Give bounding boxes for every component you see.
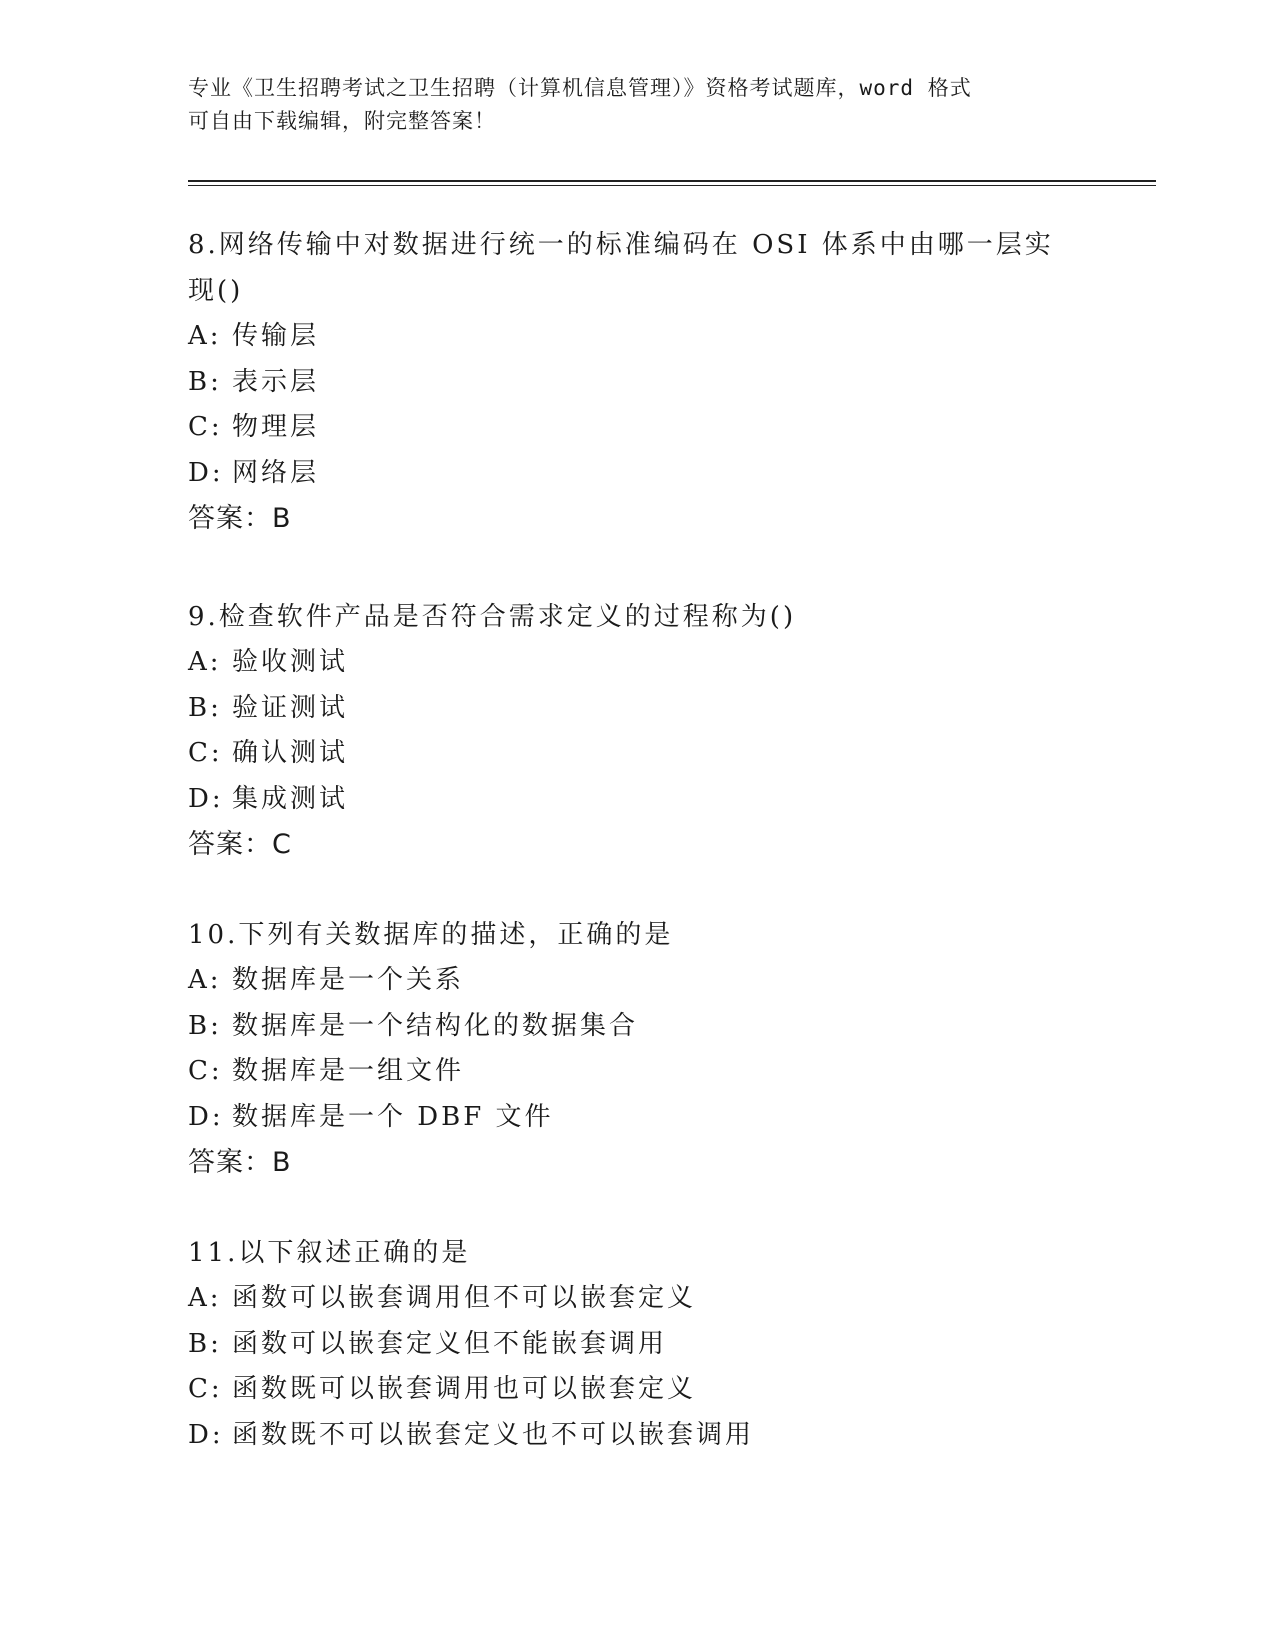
header-divider-thick bbox=[188, 180, 1156, 182]
option-text: 函数可以嵌套调用但不可以嵌套定义 bbox=[232, 1283, 697, 1313]
answer-line: 答案：C bbox=[188, 829, 292, 860]
option-text: 确认测试 bbox=[232, 738, 349, 768]
option-key: A: bbox=[188, 321, 222, 351]
option-d bbox=[188, 777, 1068, 823]
option-key: B: bbox=[188, 1328, 222, 1359]
option-text: 数据库是一个关系 bbox=[232, 965, 465, 995]
option-text: 数据库是一组文件 bbox=[232, 1056, 465, 1086]
option-c bbox=[188, 1049, 1068, 1095]
option-key: A: bbox=[188, 965, 222, 995]
option-key: A: bbox=[188, 647, 222, 677]
option-key: D: bbox=[188, 1101, 224, 1132]
option-a bbox=[188, 1276, 1068, 1322]
option-text: 函数既不可以嵌套定义也不可以嵌套调用 bbox=[232, 1419, 755, 1450]
option-text: 数据库是一个结构化的数据集合 bbox=[232, 1010, 639, 1041]
option-a bbox=[188, 958, 1068, 1004]
option-c bbox=[188, 731, 1068, 777]
question-stem: 9.检查软件产品是否符合需求定义的过程称为() bbox=[188, 602, 797, 632]
option-key: D: bbox=[188, 783, 224, 814]
option-text: 表示层 bbox=[232, 366, 320, 397]
option-c bbox=[188, 405, 1068, 451]
question-10 bbox=[188, 912, 1068, 1186]
option-key: B: bbox=[188, 692, 222, 723]
option-text: 网络层 bbox=[232, 457, 320, 488]
option-text: 集成测试 bbox=[232, 783, 349, 814]
question-stem: 8.网络传输中对数据进行统一的标准编码在 OSI 体系中由哪一层实现() bbox=[188, 230, 1054, 306]
option-key: B: bbox=[188, 1010, 222, 1041]
document-header bbox=[188, 72, 1088, 138]
question-9 bbox=[188, 594, 1068, 868]
option-c bbox=[188, 1367, 1068, 1413]
option-b bbox=[188, 1322, 1068, 1368]
question-8 bbox=[188, 222, 1068, 542]
option-key: C: bbox=[188, 1056, 223, 1086]
answer-line: 答案：B bbox=[188, 503, 292, 534]
option-key: D: bbox=[188, 457, 224, 488]
option-b bbox=[188, 686, 1068, 732]
option-b bbox=[188, 360, 1068, 406]
option-key: A: bbox=[188, 1283, 222, 1313]
option-key: C: bbox=[188, 738, 223, 768]
option-d bbox=[188, 451, 1068, 497]
answer-line: 答案：B bbox=[188, 1147, 292, 1178]
option-text: 数据库是一个 DBF 文件 bbox=[232, 1101, 554, 1132]
question-11 bbox=[188, 1230, 1068, 1458]
option-key: B: bbox=[188, 366, 222, 397]
option-text: 函数可以嵌套定义但不能嵌套调用 bbox=[232, 1328, 668, 1359]
option-key: C: bbox=[188, 412, 223, 442]
option-key: D: bbox=[188, 1419, 224, 1450]
question-stem: 11.以下叙述正确的是 bbox=[188, 1238, 471, 1268]
option-a bbox=[188, 640, 1068, 686]
option-key: C: bbox=[188, 1374, 223, 1404]
header-divider-thin bbox=[188, 185, 1156, 186]
header-line-1: 专业《卫生招聘考试之卫生招聘（计算机信息管理）》资格考试题库，word 格式 bbox=[188, 76, 972, 100]
question-stem: 10.下列有关数据库的描述，正确的是 bbox=[188, 920, 674, 950]
option-text: 验收测试 bbox=[232, 647, 349, 677]
option-b bbox=[188, 1004, 1068, 1050]
option-d bbox=[188, 1095, 1068, 1141]
option-text: 函数既可以嵌套调用也可以嵌套定义 bbox=[232, 1374, 697, 1404]
option-text: 传输层 bbox=[232, 321, 320, 351]
option-text: 物理层 bbox=[232, 412, 320, 442]
option-d bbox=[188, 1413, 1068, 1459]
header-line-2: 可自由下载编辑，附完整答案！ bbox=[188, 109, 496, 133]
option-text: 验证测试 bbox=[232, 692, 349, 723]
option-a bbox=[188, 314, 1068, 360]
